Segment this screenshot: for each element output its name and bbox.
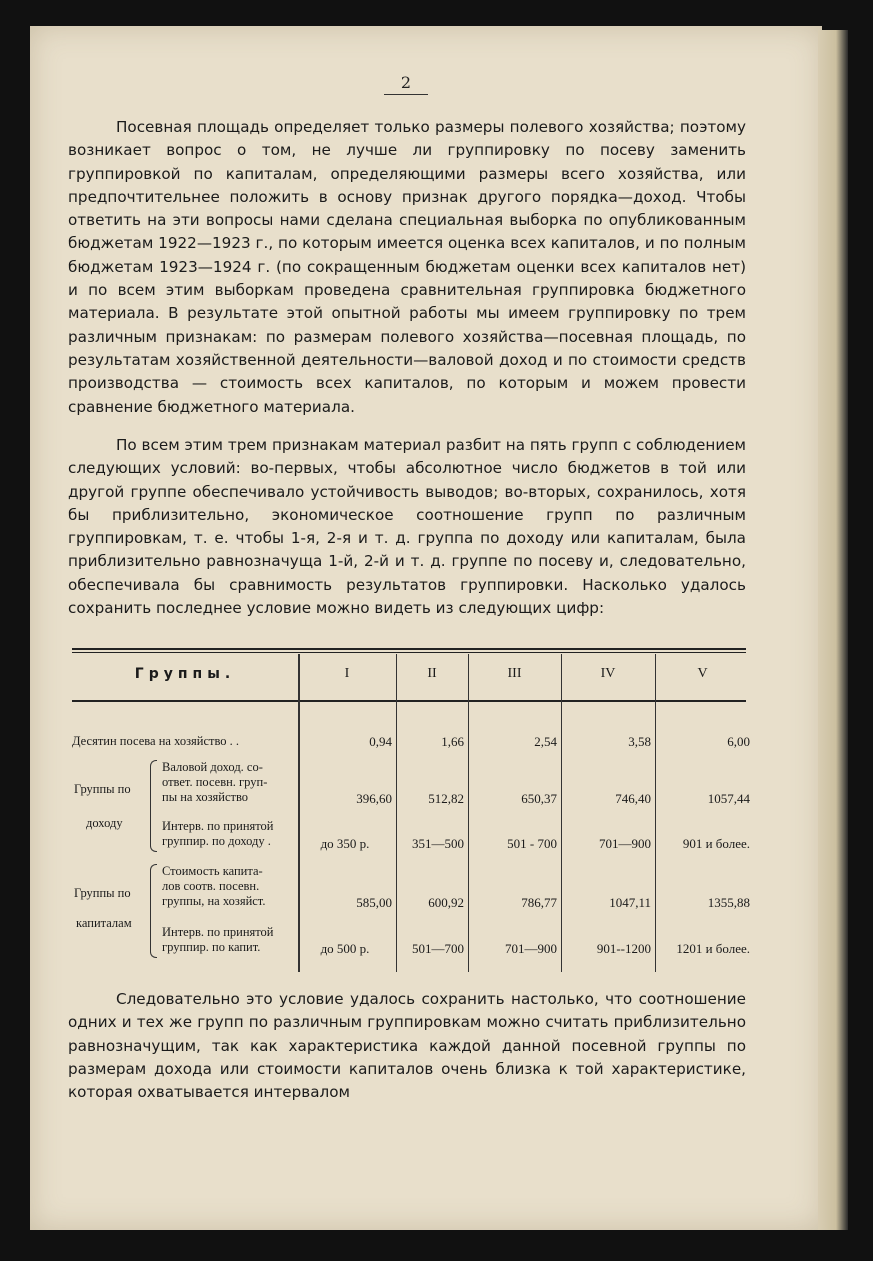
- income-sub2-line1: Интерв. по принятой: [162, 819, 274, 833]
- table-top-rule-2: [72, 652, 746, 653]
- table-vline-3: [561, 654, 562, 972]
- row-capital-col-4: 1047,11: [609, 895, 651, 910]
- row-desyatin-col-4: 3,58: [628, 734, 651, 749]
- table-top-rule: [72, 648, 746, 650]
- row-capital-int-col-3: 701—900: [505, 941, 557, 956]
- capital-sub1-line3: группы, на хозяйст.: [162, 894, 266, 908]
- row-capital-col-3: 786,77: [521, 895, 557, 910]
- capital-brace: [150, 864, 157, 958]
- income-sub1-line1: Валовой доход. со-: [162, 760, 263, 774]
- row-desyatin-col-2: 1,66: [441, 734, 464, 749]
- table-header-rule: [72, 700, 746, 702]
- income-group-label-1: Группы по: [74, 782, 131, 796]
- table-vline-0: [298, 654, 300, 972]
- header-col-1: I: [344, 666, 350, 681]
- row-desyatin-label: Десятин посева на хозяйство . .: [72, 734, 240, 748]
- paragraph-3: [68, 988, 746, 1104]
- row-income-int-col-2: 351—500: [412, 836, 464, 851]
- header-col-4: IV: [600, 666, 616, 681]
- capital-sub1-line2: лов соотв. посевн.: [162, 879, 260, 893]
- row-desyatin-col-5: 6,00: [727, 734, 750, 749]
- row-income-int-col-1: до 350 р.: [320, 836, 370, 851]
- row-income-col-1: 396,60: [356, 791, 392, 806]
- capital-sub2-line1: Интерв. по принятой: [162, 925, 274, 939]
- income-sub2-line2: группир. по доходу .: [162, 834, 271, 848]
- row-income-col-2: 512,82: [428, 791, 464, 806]
- paragraph-2: [68, 434, 746, 620]
- header-col-3: III: [507, 666, 522, 681]
- paragraph-1-text: Посевная площадь определяет только размеры полевого хозяйства; поэтому возникает вопрос о том, не лучше ли группировку по посеву заменить группировкой по капиталам, определяющими размеры всего хозяйства, или предпочтительнее положить в основу признак другого порядка—доход. Чтобы ответить на эти вопросы нами сделана специальная выборка по опубликованным бюджетам 1922—1923 г., по которым имеется оценка всех капиталов, и по полным бюджетам 1923—1924 г. (по сокращенным бюджетам оценки всех капиталов нет) и по всем этим выборкам проведена сравнительная группировка бюджетного материала. В результате этой опытной работы мы имеем группировку по трем различным признакам: по размерам полевого хозяйства—посевная площадь, по результатам хозяйственной деятельности—валовой доход и по стоимости средств производства — стоимость всех капиталов, по которым и можем провести сравнение бюджетного материала.: [68, 118, 746, 416]
- row-desyatin-col-3: 2,54: [534, 734, 557, 749]
- row-income-col-4: 746,40: [615, 791, 651, 806]
- table-vline-4: [655, 654, 656, 972]
- page-edge: [818, 30, 848, 1230]
- row-capital-col-1: 585,00: [356, 895, 392, 910]
- header-col-2: II: [427, 666, 437, 681]
- row-capital-int-col-4: 901--1200: [596, 941, 651, 956]
- row-desyatin-col-1: 0,94: [369, 734, 392, 749]
- capital-sub1-line1: Стоимость капита-: [162, 864, 263, 878]
- capital-sub2-line2: группир. по капит.: [162, 940, 261, 954]
- groups-table: [72, 648, 750, 974]
- page-number: 2: [384, 73, 428, 95]
- header-col-5: V: [697, 666, 708, 681]
- row-capital-col-5: 1355,88: [707, 895, 750, 910]
- row-capital-int-col-2: 501—700: [412, 941, 464, 956]
- income-brace: [150, 760, 157, 852]
- paragraph-2-text: По всем этим трем признакам материал разбит на пять групп с соблюдением следующих условий: во-первых, чтобы абсолютное число бюджетов в той или другой группе обеспечивало устойчивость выводов; во-вторых, сохранилось, хотя бы приблизительно, экономическое соотношение групп по различным группировкам, т. е. чтобы 1-я, 2-я и т. д. группа по доходу или капиталам, была приблизительно равнозначуща 1-й, 2-й и т. д. группе по посеву и, следовательно, обеспечивала бы сравнимость результатов группировки. Насколько удалось сохранить последнее условие можно видеть из следующих цифр:: [68, 436, 746, 618]
- capital-group-label-2: капиталам: [76, 916, 132, 930]
- row-income-col-3: 650,37: [521, 791, 557, 806]
- table-vline-2: [468, 654, 469, 972]
- row-income-int-col-4: 701—900: [599, 836, 651, 851]
- paragraph-1: [68, 116, 746, 419]
- row-capital-col-2: 600,92: [428, 895, 464, 910]
- row-income-int-col-5: 901 и более.: [682, 836, 750, 851]
- row-capital-int-col-1: до 500 р.: [320, 941, 370, 956]
- paragraph-3-text: Следовательно это условие удалось сохранить настолько, что соотношение одних и тех же групп по различным группировкам можно считать приблизительно равнозначущим, так как характеристика каждой данной посевной группы по размерам дохода или стоимости капиталов очень близка к той характеристике, которая охватывается интервалом: [68, 990, 746, 1102]
- income-sub1-line3: пы на хозяйство: [162, 790, 249, 804]
- table-vline-1: [396, 654, 397, 972]
- row-income-col-5: 1057,44: [707, 791, 750, 806]
- capital-group-label-1: Группы по: [74, 886, 131, 900]
- header-groups: Группы.: [134, 666, 236, 682]
- row-income-int-col-3: 501 - 700: [507, 836, 557, 851]
- income-group-label-2: доходу: [86, 816, 123, 830]
- income-sub1-line2: ответ. посевн. груп-: [162, 775, 268, 789]
- row-capital-int-col-5: 1201 и более.: [676, 941, 750, 956]
